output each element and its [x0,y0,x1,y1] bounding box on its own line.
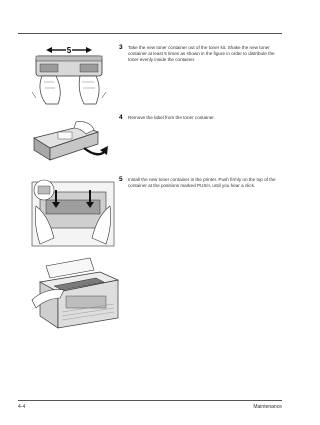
figure-remove-label [28,118,110,168]
step-3-text: Take the new toner container out of the toner kit. Shake the new toner container at least 5 times as shown in the figure in order to distribute the toner evenly inside the container. [128,45,275,62]
step-4-text: Remove the label from the toner container. [128,115,215,120]
section-title: Maintenance [253,404,282,410]
figure-install-toner-closeup [30,178,116,250]
page-number: 4-4 [18,404,26,410]
step-3-number: 3 [119,44,123,51]
header-rule [18,33,282,34]
shake-count-label: 5 [66,46,72,55]
figure-printer-open [30,252,122,334]
footer-rule [18,400,282,401]
step-5-number: 5 [119,176,123,183]
step-5-text: Install the new toner container in the printer. Push firmly on the top of the container at the positions marked PUSH, until you hear a click. [128,177,276,188]
step-4-number: 4 [119,114,123,121]
figure-shake-toner [28,42,110,110]
